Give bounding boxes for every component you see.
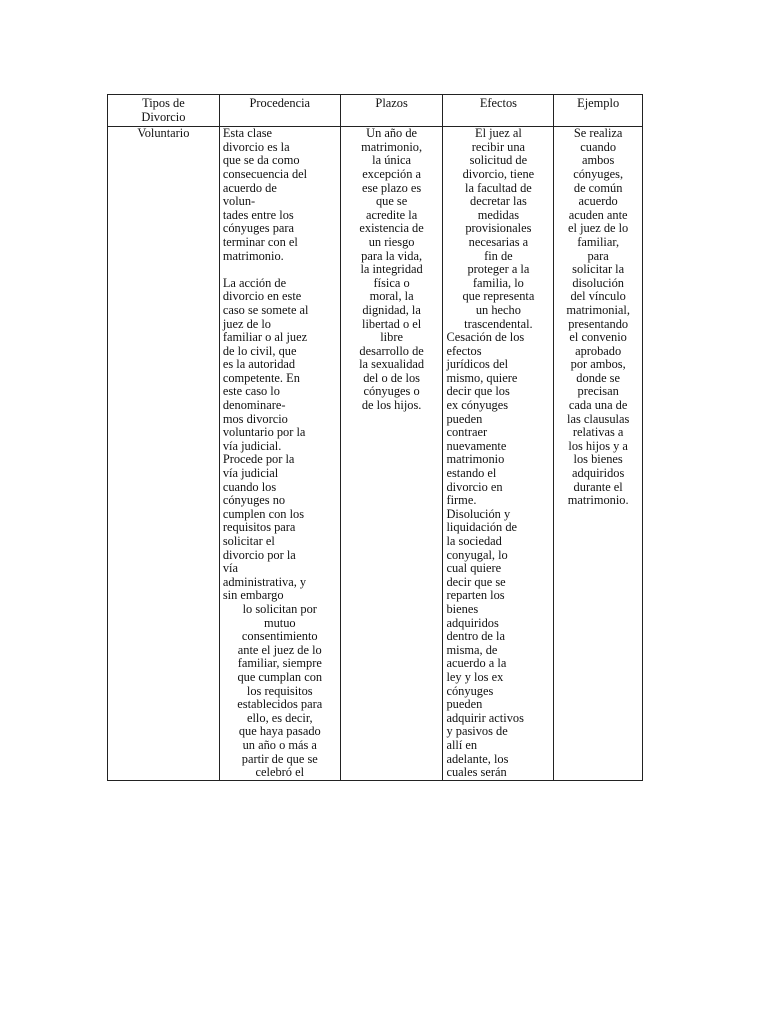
header-ejemplo: Ejemplo <box>554 95 643 127</box>
ejemplo-text: Se realiza cuando ambos cónyuges, de común acuerdo acuden ante el juez de lo familiar, para solicitar la disolución del vínculo matrimonial, presentando el convenio aprobado por ambos, donde se precisan cada una de las clausulas relativas a los hijos y a los bienes adquiridos durante el matrimonio. <box>566 126 630 508</box>
procedencia-paragraph-1: Esta clase divorcio es la que se da como consecuencia del acuerdo de volun- tades entre los cónyuges para terminar con el matrimonio. <box>222 126 308 263</box>
header-plazos: Plazos <box>340 95 443 127</box>
plazos-text: Un año de matrimonio, la única excepción a ese plazo es que se acredite la existencia de un riesgo para la vida, la integridad física o moral, la dignidad, la libertad o el libre desarrollo de la sexualidad del o de los cónyuges o de los hijos. <box>359 126 425 413</box>
table-row <box>108 127 643 781</box>
header-efectos: Efectos <box>443 95 554 127</box>
tipo-text: Voluntario <box>137 126 190 141</box>
cell-tipo <box>108 127 220 781</box>
cell-ejemplo <box>554 127 643 781</box>
table-header-row <box>108 95 643 127</box>
cell-procedencia <box>219 127 340 781</box>
efectos-paragraph-1: El juez al recibir una solicitud de divorcio, tiene la facultad de decretar las medidas provisionales necesarias a fin de proteger a la familia, lo que representa un hecho trascendental. <box>462 126 535 331</box>
header-procedencia: Procedencia <box>219 95 340 127</box>
efectos-paragraph-2: Cesación de los efectos jurídicos del mismo, quiere decir que los ex cónyuges pueden contraer nuevamente matrimonio estando el divorcio en firme. Disolución y liquidación de la sociedad conyugal, lo cual quiere decir que se reparten los bienes adquiridos dentro de la misma, de acuerdo a la ley y los ex cónyuges pueden adquirir activos y pasivos de allí en adelante, los cuales serán <box>446 330 525 780</box>
divorce-types-table <box>107 94 643 781</box>
cell-efectos <box>443 127 554 781</box>
cell-plazos <box>340 127 443 781</box>
procedencia-paragraph-2: La acción de divorcio en este caso se somete al juez de lo familiar o al juez de lo civil, que es la autoridad competente. En este caso lo denominare- mos divorcio voluntario por la vía judicial. Procede por la vía judicial cuando los cónyuges no cumplen con los requisitos para solicitar el divorcio por la vía administrativa, y sin embargo <box>222 275 309 603</box>
procedencia-paragraph-3: lo solicitan por mutuo consentimiento ante el juez de lo familiar, siempre que cumplan con los requisitos establecidos para ello, es decir, que haya pasado un año o más a partir de que se celebró el <box>237 601 323 780</box>
header-tipos-de-divorcio: Tipos de Divorcio <box>108 95 220 127</box>
